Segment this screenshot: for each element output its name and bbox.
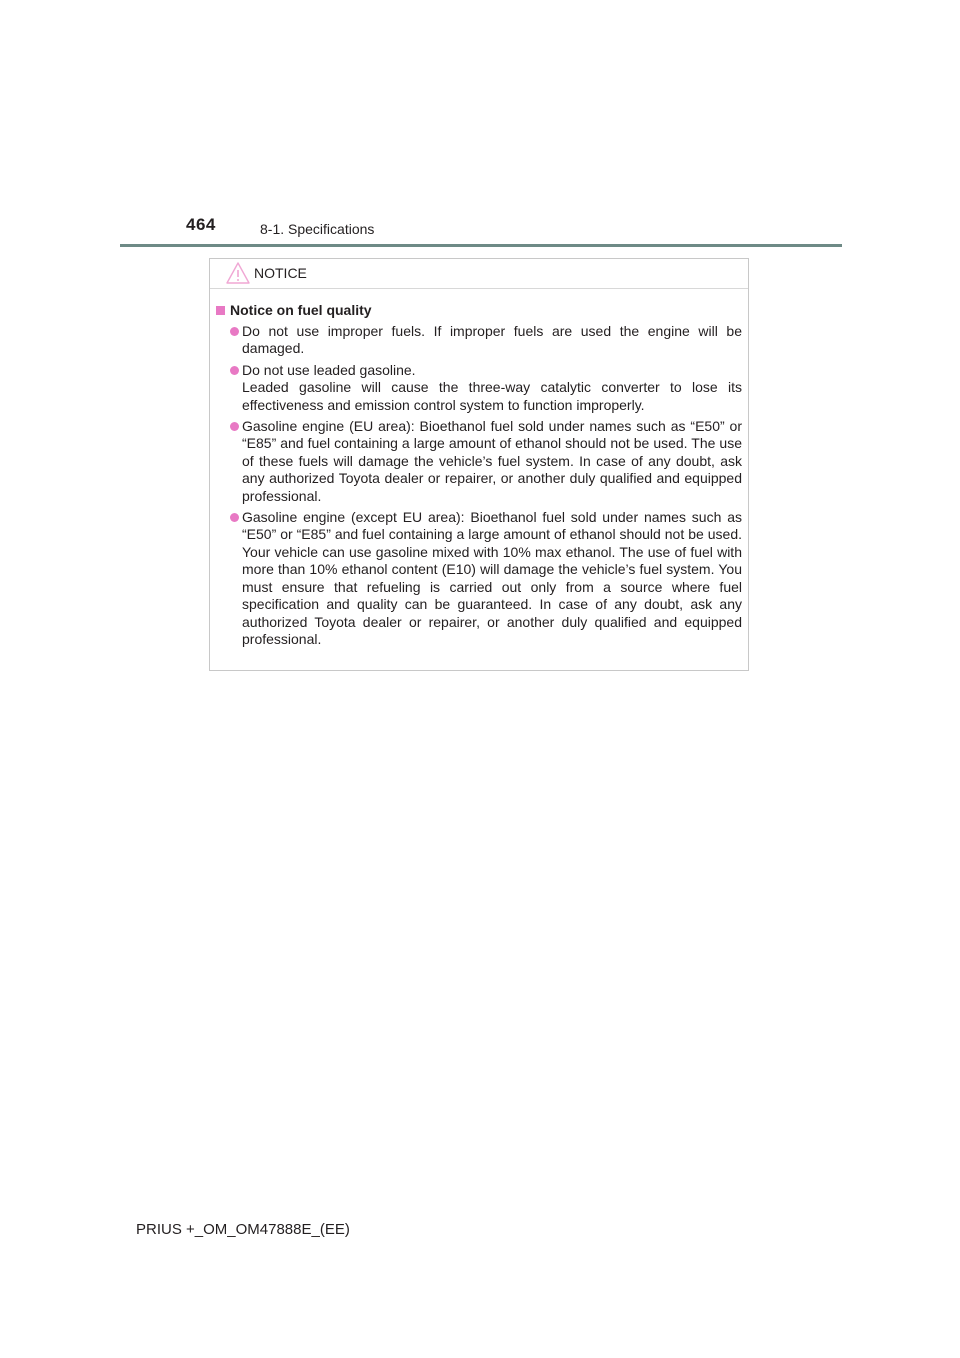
item-text: Leaded gasoline will cause the three-way catalytic converter to lose its effectiveness and emission control system to function improperly. [242, 379, 742, 413]
section-title: 8-1. Specifications [260, 221, 375, 237]
header-rule [120, 244, 842, 247]
list-item [216, 509, 742, 648]
notice-heading-text: Notice on fuel quality [230, 302, 372, 318]
bullet-icon [230, 327, 239, 336]
item-text: Gasoline engine (except EU area): Bioethanol fuel sold under names such as “E50” or “E85” and fuel containing a large amount of ethanol should not be used. Your vehicle can use gasoline mixed with 10% max ethanol. The use of fuel with more than 10% ethanol content (E10) will damage the vehicle’s fuel system. You must ensure that refueling is carried out only from a source where fuel specification and quality can be guaranteed. In case of any doubt, ask any authorized Toyota dealer or repairer, or another duly qualified and equipped professional. [242, 509, 742, 647]
bullet-icon [230, 366, 239, 375]
list-item [216, 362, 742, 414]
notice-header [210, 259, 748, 289]
item-text: Gasoline engine (EU area): Bioethanol fuel sold under names such as “E50” or “E85” and fuel containing a large amount of ethanol should not be used. The use of these fuels will damage the vehicle’s fuel system. In case of any doubt, ask any authorized Toyota dealer or repairer, or another duly qualified and equipped professional. [242, 418, 742, 504]
notice-title: NOTICE [254, 265, 307, 281]
list-item [216, 418, 742, 505]
notice-heading [216, 301, 742, 319]
page-number: 464 [186, 215, 216, 234]
item-text: Do not use improper fuels. If improper fuels are used the engine will be damaged. [242, 323, 742, 357]
warning-triangle-icon [226, 262, 250, 284]
notice-body [210, 289, 748, 648]
bullet-icon [230, 422, 239, 431]
document-code: PRIUS +_OM_OM47888E_(EE) [136, 1221, 350, 1238]
notice-box [209, 258, 749, 671]
square-bullet-icon [216, 306, 225, 315]
list-item [216, 323, 742, 358]
item-text: Do not use leaded gasoline. [242, 361, 416, 378]
bullet-icon [230, 513, 239, 522]
